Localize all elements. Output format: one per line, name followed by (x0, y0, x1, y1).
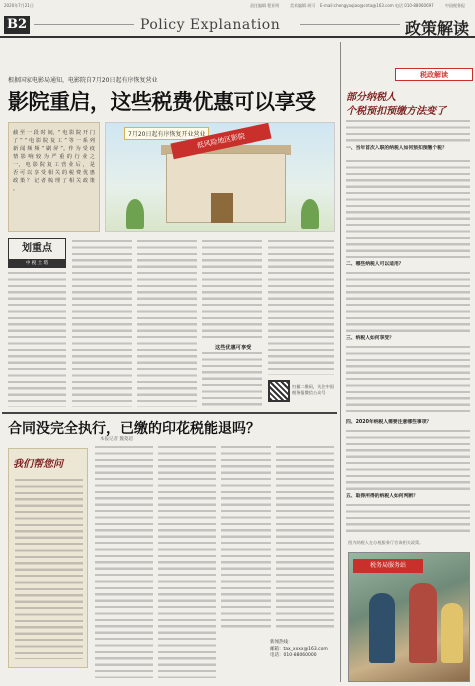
right-body-5 (346, 504, 470, 536)
second-headline[interactable]: 合同没完全执行，已缴的印花税能退吗？ (8, 421, 260, 437)
column-subtitle: 中 税 土 塔 (8, 260, 66, 268)
right-bullet-1: 一、当年首次入职的纳税人如何预扣预缴个税？ (346, 146, 447, 151)
lead-quote-box (8, 122, 100, 232)
help-box (8, 448, 88, 668)
right-headline-line-2[interactable]: 个税预扣预缴方法变了 (346, 106, 446, 117)
column-title: 划重点 (8, 238, 66, 260)
help-box-title: 我们帮您问 (13, 459, 63, 470)
right-bullet-5: 五、取得所得的纳税人如何判断？ (346, 494, 418, 499)
right-body-4 (346, 430, 470, 490)
qr-note: 扫描二维码，关注中国税务报微信公众号 (292, 384, 334, 395)
right-intro (346, 120, 470, 142)
tree-right (301, 199, 319, 229)
person-figure-2 (409, 583, 437, 663)
lead-body-col-4 (202, 240, 262, 340)
page-number: B2 (4, 16, 30, 34)
second-body-col-1 (95, 446, 153, 678)
right-headline-line-1[interactable]: 部分纳税人 (346, 92, 396, 103)
service-hall-photo (348, 552, 470, 682)
contact-block (270, 640, 328, 660)
contact-line-1: 新闻热线： (270, 640, 293, 645)
lead-body-col-5 (268, 240, 334, 375)
lead-body-col-2 (72, 240, 132, 407)
right-bullet-2: 二、哪些纳税人可以适用？ (346, 262, 404, 267)
issue-date: 2020年7月21日 (4, 3, 34, 8)
header-rule-right (300, 24, 400, 25)
editor-credit: 责任编辑 程亚明 (250, 3, 280, 8)
lead-headline[interactable]: 影院重启，这些税费优惠可以享受 (8, 90, 316, 114)
person-figure-3 (441, 603, 463, 663)
help-box-body (15, 479, 83, 659)
section-title-cn: 政策解读 (404, 19, 469, 38)
person-figure-1 (369, 593, 395, 663)
second-body-col-3 (221, 446, 271, 631)
page-header (0, 12, 475, 38)
second-body-col-4 (276, 446, 334, 631)
paper-name: 中国税务报 (445, 3, 465, 8)
brand-badge: 税政解读 (395, 68, 473, 81)
cinema-door (211, 193, 233, 223)
lead-body-col-1 (8, 272, 66, 407)
right-body-1 (346, 160, 470, 260)
phone-credit: 电话 010-88060697 (395, 3, 434, 8)
right-bullet-4: 四、2020年纳税人需要注意哪些事项？ (346, 420, 432, 425)
lead-kicker: 根据国家电影局通知，电影院自7月20日起有序恢复营业 (8, 77, 158, 84)
header-rule-left (34, 24, 134, 25)
lead-quote-text: 截 至 一 段 时 间，“ 电 影 院 开 门 了 ” “ 电 影 院 复 工 ” 等 一 系 列 新 闻 频 频 “ 刷 屏 ”。作 为 受 疫 情 影 响 较 为 严 重 的 行 业 之 一， 电 影 院 复 工 营 业 后 ， 是 否 可 以 享 受 相 关 的 税 费 优 惠 政 策 ？ 记 者 梳 理 了 相 关 政 策 。 (13, 130, 95, 192)
lead-body-col-4b (202, 352, 262, 407)
lead-subhead: 这些优惠可享受 (215, 345, 252, 351)
art-editor-credit: 美术编辑 胡可 (290, 3, 316, 8)
contact-line-3: 电话：010-88060000 (270, 653, 317, 658)
contact-line-2[interactable]: 邮箱：tax_xxxx@163.com (270, 646, 328, 652)
lead-illustration (105, 122, 335, 232)
qr-code-icon[interactable] (268, 380, 290, 402)
cinema-sign: 低风险地区影院 (170, 123, 271, 159)
photo-sign: 税务局服务站 (353, 559, 423, 573)
tree-left (126, 199, 144, 229)
email-credit: E-mail:chengyaqiao@cnta@163.com (320, 3, 394, 8)
illustration-caption: 7月20日起有序恢复开业营业 (124, 127, 209, 140)
right-body-2 (346, 272, 470, 332)
section-title-en: Policy Explanation (140, 17, 281, 33)
right-body-3 (346, 346, 470, 416)
right-bullet-3: 三、纳税人如何享受？ (346, 336, 394, 341)
photo-caption: 图为纳税人在办税服务厅咨询相关政策。 (348, 540, 424, 545)
top-strip (0, 0, 475, 12)
second-body-col-2 (158, 446, 216, 678)
second-byline: 本报记者 魏菱超 (100, 437, 133, 442)
lead-body-col-3 (137, 240, 197, 407)
section-divider (2, 412, 337, 414)
